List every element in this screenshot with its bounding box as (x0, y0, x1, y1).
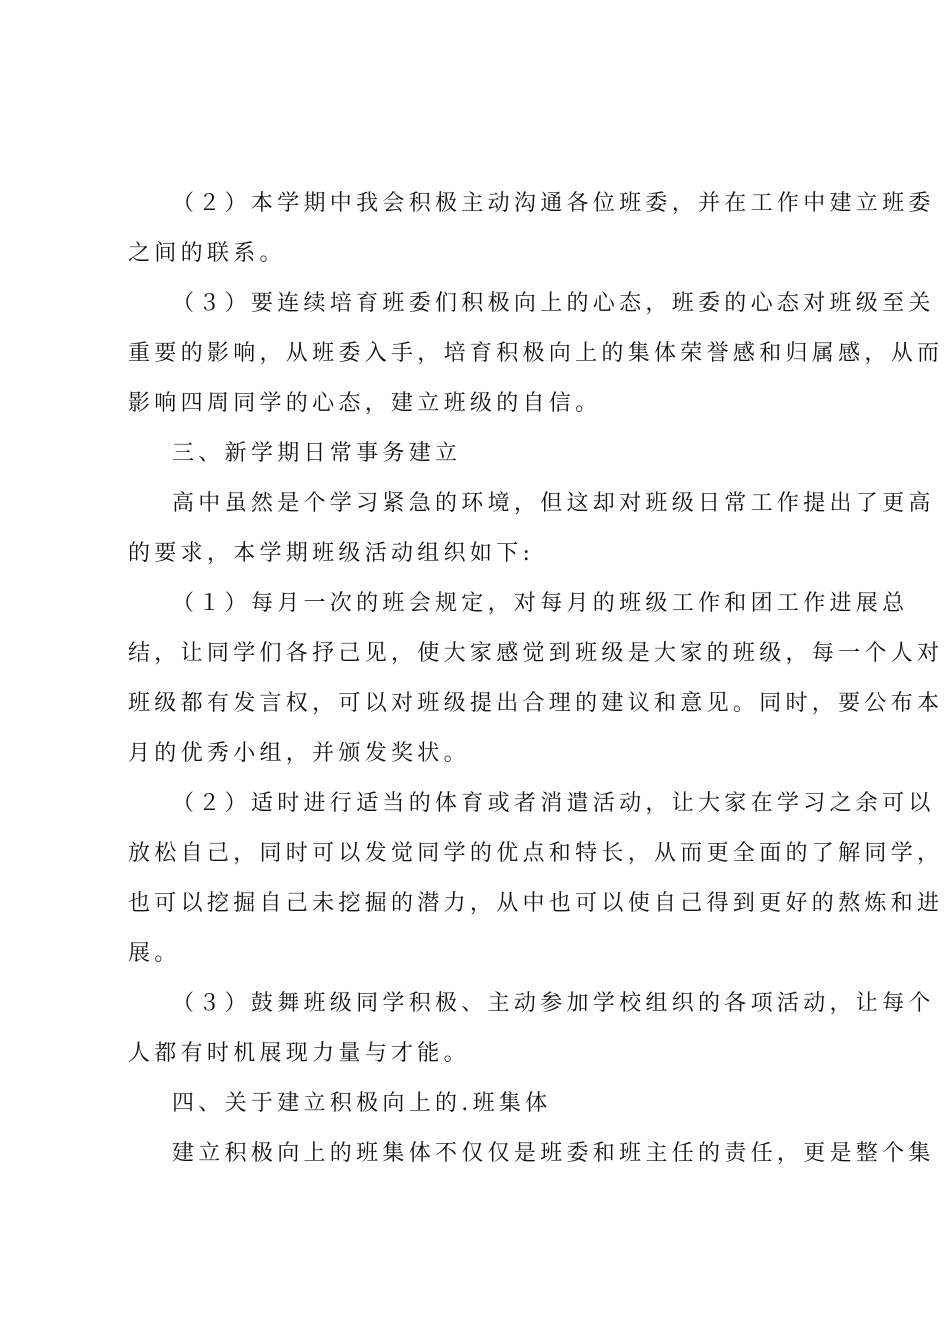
paragraph-line: 高中虽然是个学习紧急的环境，但这却对班级日常工作提出了更高 (172, 491, 935, 516)
paragraph-line: 班级都有发言权，可以对班级提出合理的建议和意见。同时，要公布本 (128, 691, 944, 716)
paragraph-line: 结，让同学们各抒己见，使大家感觉到班级是大家的班级，每一个人对 (128, 641, 944, 666)
paragraph-line: 的要求，本学期班级活动组织如下: (128, 541, 535, 566)
paragraph-line: 影响四周同学的心态，建立班级的自信。 (128, 391, 602, 416)
paragraph-line: 放松自己，同时可以发觉同学的优点和特长，从而更全面的了解同学， (128, 841, 944, 866)
paragraph-line: 建立积极向上的班集体不仅仅是班委和班主任的责任，更是整个集 (172, 1141, 935, 1166)
paragraph-line: 月的优秀小组，并颁发奖状。 (128, 741, 470, 766)
paragraph-line: 人都有时机展现力量与才能。 (128, 1041, 470, 1066)
paragraph-line: 展。 (128, 941, 181, 966)
paragraph-line: 之间的联系。 (128, 241, 286, 266)
paragraph-line: 重要的影响，从班委入手，培育积极向上的集体荣誉感和归属感，从而 (128, 341, 944, 366)
paragraph-line: （３）鼓舞班级同学积极、主动参加学校组织的各项活动，让每个 (172, 991, 935, 1016)
section-heading: 三、新学期日常事务建立 (172, 441, 462, 466)
section-heading: 四、关于建立积极向上的.班集体 (172, 1091, 552, 1116)
paragraph-line: （１）每月一次的班会规定，对每月的班级工作和团工作进展总 (172, 591, 909, 616)
paragraph-line: 也可以挖掘自己未挖掘的潜力，从中也可以使自己得到更好的熬炼和进 (128, 891, 944, 916)
paragraph-line: （２）适时进行适当的体育或者消遣活动，让大家在学习之余可以 (172, 791, 935, 816)
paragraph-line: （２）本学期中我会积极主动沟通各位班委，并在工作中建立班委 (172, 191, 935, 216)
paragraph-line: （３）要连续培育班委们积极向上的心态，班委的心态对班级至关 (172, 291, 935, 316)
